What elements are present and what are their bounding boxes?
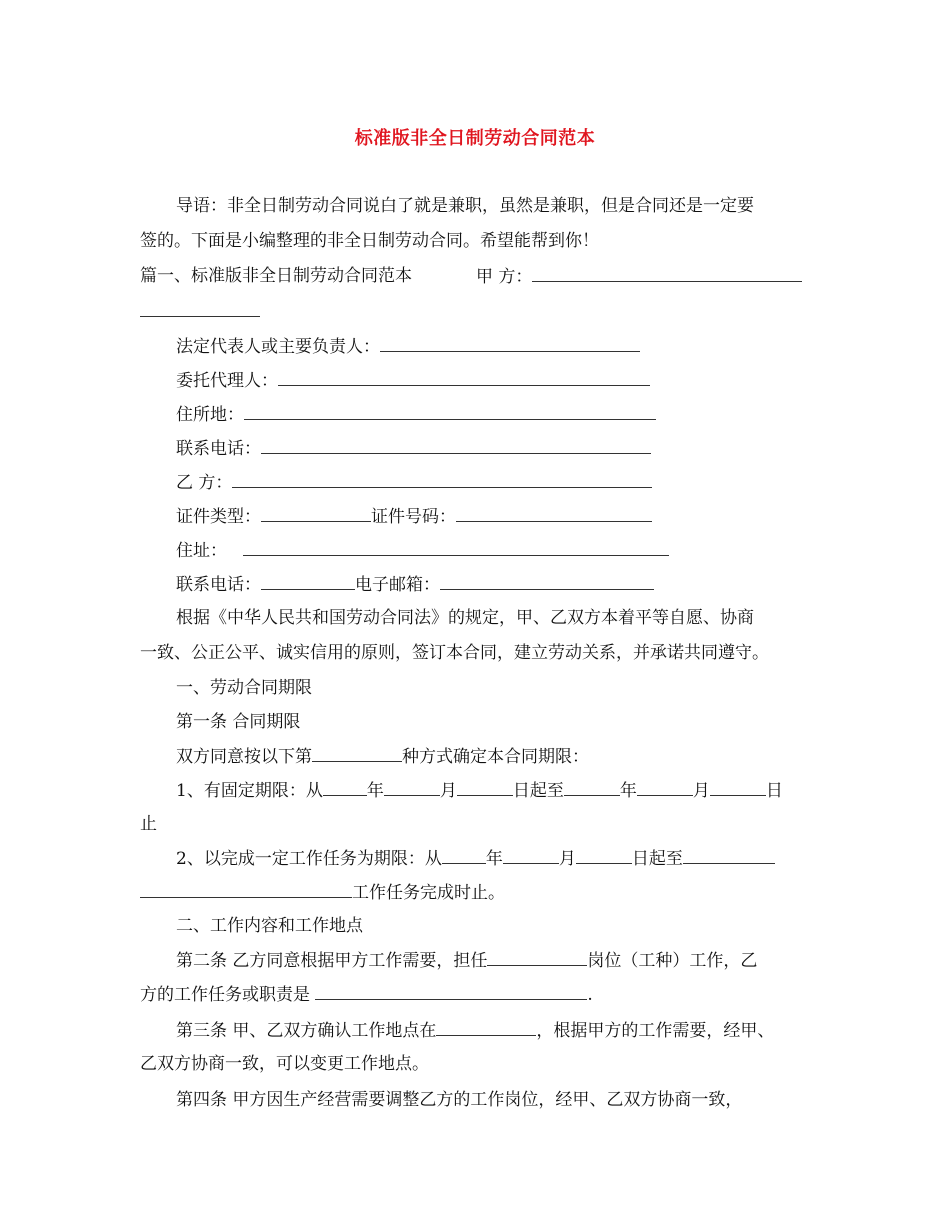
- month-label: 月: [558, 849, 576, 869]
- residence-label: 住所地：: [176, 405, 244, 425]
- article-2-row: [176, 948, 757, 973]
- end-year-blank: [564, 778, 620, 796]
- phone-email-row: [176, 572, 654, 597]
- basis-line-1: 根据《中华人民共和国劳动合同法》的规定，甲、乙双方本着平等自愿、协商: [176, 608, 754, 628]
- task-start-year-blank: [442, 846, 486, 864]
- option-2-text: 2、以完成一定工作任务为期限：从: [176, 849, 442, 869]
- article-4-row: 第四条 甲方因生产经营需要调整乙方的工作岗位，经甲、乙双方协商一致，: [176, 1090, 743, 1110]
- id-row: [176, 504, 652, 529]
- day-label: 日: [765, 781, 783, 801]
- article-2-text-a: 第二条 乙方同意根据甲方工作需要，担任: [176, 951, 488, 971]
- party-a-blank-continued: [140, 299, 260, 317]
- party-a-blank-continued-row: [140, 299, 260, 324]
- legal-rep-label: 法定代表人或主要负责人：: [176, 337, 380, 357]
- email-blank: [440, 572, 654, 590]
- month-label: 月: [439, 781, 457, 801]
- article-1-text-b: 种方式确定本合同期限：: [402, 747, 589, 767]
- article-3-row: [176, 1018, 774, 1043]
- id-number-blank: [456, 504, 652, 522]
- agent-row: [176, 368, 650, 393]
- id-type-label: 证件类型：: [176, 507, 261, 527]
- workplace-blank: [436, 1018, 536, 1036]
- phone-b-blank: [261, 572, 355, 590]
- start-month-blank: [384, 778, 440, 796]
- article-2-text-b: 岗位（工种）工作，乙: [587, 951, 758, 971]
- phone-a-row: [176, 436, 651, 461]
- day-from-label: 日起至: [631, 849, 683, 869]
- party-b-label: 乙 方：: [176, 473, 233, 493]
- agent-blank: [278, 368, 650, 386]
- start-year-blank: [323, 778, 367, 796]
- party-a-blank: [532, 264, 802, 282]
- task-start-day-blank: [576, 846, 632, 864]
- end-month-blank: [637, 778, 693, 796]
- party-b-blank: [232, 470, 652, 488]
- article-1-text-row: [176, 744, 589, 769]
- article-3-text-b: ，根据甲方的工作需要，经甲、: [536, 1021, 775, 1041]
- phone-a-label: 联系电话：: [176, 439, 261, 459]
- task-blank-continued: [140, 880, 352, 898]
- option-number-blank: [312, 744, 402, 762]
- phone-b-label: 联系电话：: [176, 575, 261, 595]
- address-blank: [243, 538, 669, 556]
- chapter-2-heading: 二、工作内容和工作地点: [176, 916, 363, 936]
- article-1-heading: 第一条 合同期限: [176, 712, 301, 732]
- year-label: 年: [366, 781, 384, 801]
- month-label: 月: [692, 781, 710, 801]
- party-a-row: [476, 264, 802, 289]
- option-2-row: [176, 846, 775, 871]
- task-start-month-blank: [503, 846, 559, 864]
- option-2-continued-row: [140, 880, 505, 905]
- chapter-1-heading: 一、劳动合同期限: [176, 678, 312, 698]
- intro-line-1: 导语：非全日制劳动合同说白了就是兼职，虽然是兼职，但是合同还是一定要: [176, 196, 754, 216]
- option-1-row: [176, 778, 783, 803]
- id-type-blank: [261, 504, 371, 522]
- article-1-text-a: 双方同意按以下第: [176, 747, 312, 767]
- basis-line-2: 一致、公正公平、诚实信用的原则，签订本合同，建立劳动关系，并承诺共同遵守。: [140, 643, 769, 663]
- document-title: 标准版非全日制劳动合同范本: [354, 128, 596, 149]
- party-a-label: 甲 方：: [476, 267, 533, 287]
- address-row: [176, 538, 669, 563]
- article-2-continued-row: [140, 982, 593, 1007]
- position-blank: [487, 948, 587, 966]
- option-1-end: 止: [140, 814, 157, 834]
- legal-rep-row: [176, 334, 640, 359]
- phone-a-blank: [261, 436, 651, 454]
- start-day-blank: [457, 778, 513, 796]
- intro-line-2: 签的。下面是小编整理的非全日制劳动合同。希望能帮到你！: [140, 231, 599, 251]
- task-blank: [683, 846, 775, 864]
- option-2-end: 工作任务完成时止。: [352, 883, 505, 903]
- id-number-label: 证件号码：: [371, 507, 456, 527]
- article-3-text-a: 第三条 甲、乙双方确认工作地点在: [176, 1021, 437, 1041]
- residence-blank: [244, 402, 656, 420]
- address-label: 住址：: [176, 541, 227, 561]
- option-1-text: 1、有固定期限：从: [176, 781, 323, 801]
- section-heading: 篇一、标准版非全日制劳动合同范本: [140, 266, 412, 286]
- year-label: 年: [485, 849, 503, 869]
- residence-row: [176, 402, 656, 427]
- agent-label: 委托代理人：: [176, 371, 278, 391]
- article-2-text-d: .: [587, 985, 593, 1005]
- article-3-continued: 乙双方协商一致，可以变更工作地点。: [140, 1054, 429, 1074]
- duties-blank: [315, 982, 587, 1000]
- section-heading-row: [140, 264, 412, 288]
- end-day-blank: [710, 778, 766, 796]
- day-from-label: 日起至: [512, 781, 564, 801]
- email-label: 电子邮箱：: [355, 575, 440, 595]
- legal-rep-blank: [380, 334, 640, 352]
- article-2-text-c: 方的工作任务或职责是: [140, 985, 316, 1005]
- year-label: 年: [619, 781, 637, 801]
- party-b-row: [176, 470, 652, 495]
